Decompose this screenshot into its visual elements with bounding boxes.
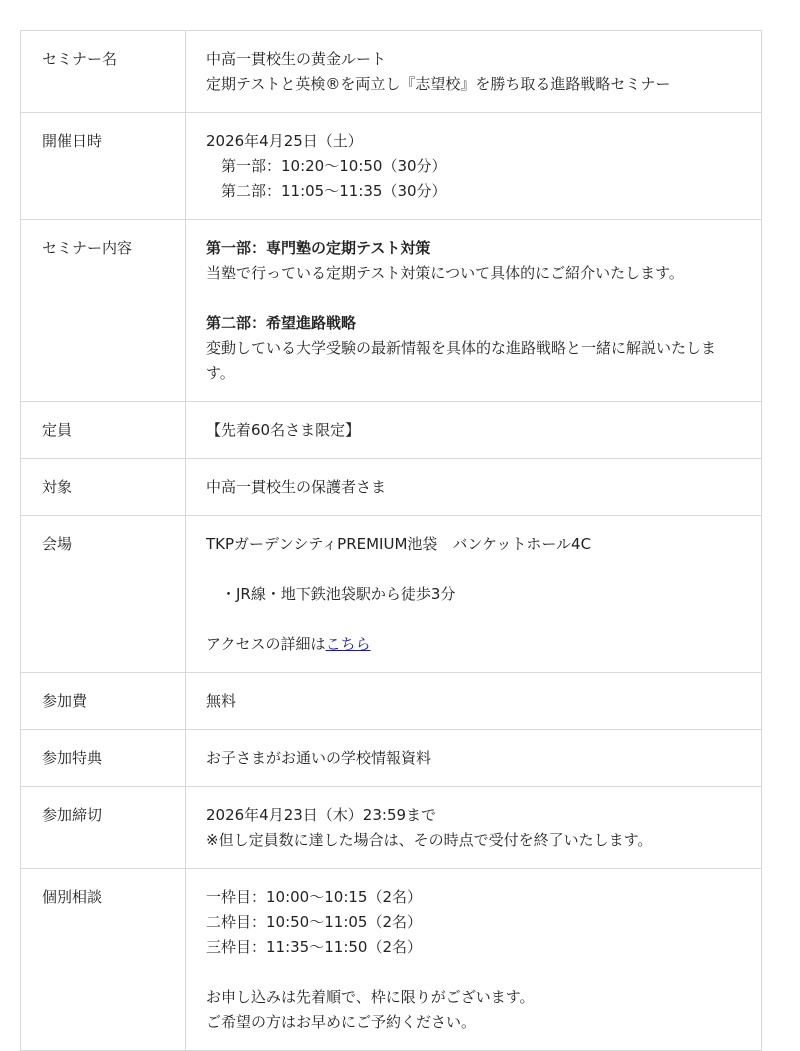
value-date (186, 113, 762, 220)
row-target (21, 459, 762, 516)
label-target: 対象 (21, 459, 186, 516)
value-seminar-name (186, 31, 762, 113)
date-part2: 第二部：11:05〜11:35（30分） (206, 182, 447, 200)
label-consultation: 個別相談 (21, 869, 186, 1051)
content-part2-text: 変動している大学受験の最新情報を具体的な進路戦略と一緒に解説いたします。 (206, 339, 717, 382)
label-venue: 会場 (21, 516, 186, 673)
value-fee: 無料 (186, 673, 762, 730)
row-benefit (21, 730, 762, 787)
row-fee (21, 673, 762, 730)
label-fee: 参加費 (21, 673, 186, 730)
value-benefit: お子さまがお通いの学校情報資料 (186, 730, 762, 787)
row-seminar-name (21, 31, 762, 113)
content-part2-title: 第二部：希望進路戦略 (206, 314, 357, 332)
value-content (186, 220, 762, 402)
row-content (21, 220, 762, 402)
seminar-name-line1: 中高一貫校生の黄金ルート (206, 50, 387, 68)
spacer (206, 286, 741, 311)
seminar-info-table (20, 30, 762, 1051)
spacer (206, 960, 741, 985)
date-line1: 2026年4月25日（土） (206, 132, 363, 150)
value-capacity: 【先着60名さま限定】 (186, 402, 762, 459)
row-capacity (21, 402, 762, 459)
label-date: 開催日時 (21, 113, 186, 220)
content-part1-title: 第一部：専門塾の定期テスト対策 (206, 239, 431, 257)
venue-access (206, 632, 741, 657)
row-venue (21, 516, 762, 673)
consultation-note2: ご希望の方はお早めにご予約ください。 (206, 1013, 477, 1031)
label-seminar-name: セミナー名 (21, 31, 186, 113)
date-part1: 第一部：10:20〜10:50（30分） (206, 157, 447, 175)
venue-station: ・JR線・地下鉄池袋駅から徒歩3分 (206, 585, 456, 603)
consultation-slot1: 一枠目：10:00〜10:15（2名） (206, 888, 422, 906)
label-content: セミナー内容 (21, 220, 186, 402)
label-benefit: 参加特典 (21, 730, 186, 787)
seminar-name-line2: 定期テストと英検®を両立し『志望校』を勝ち取る進路戦略セミナー (206, 75, 671, 93)
venue-name: TKPガーデンシティPREMIUM池袋 バンケットホール4C (206, 535, 592, 553)
consultation-slot3: 三枠目：11:35〜11:50（2名） (206, 938, 422, 956)
access-prefix-text: アクセスの詳細は (206, 635, 326, 653)
value-deadline (186, 787, 762, 869)
deadline-note: ※但し定員数に達した場合は、その時点で受付を終了いたします。 (206, 831, 653, 849)
row-deadline (21, 787, 762, 869)
label-deadline: 参加締切 (21, 787, 186, 869)
consultation-note1: お申し込みは先着順で、枠に限りがございます。 (206, 988, 535, 1006)
spacer (206, 557, 741, 582)
content-part1-text: 当塾で行っている定期テスト対策について具体的にご紹介いたします。 (206, 264, 684, 282)
row-consultation (21, 869, 762, 1051)
access-detail-link[interactable]: こちら (325, 635, 371, 653)
value-venue (186, 516, 762, 673)
seminar-info-section (20, 30, 762, 1051)
value-consultation (186, 869, 762, 1051)
value-target: 中高一貫校生の保護者さま (186, 459, 762, 516)
spacer (206, 607, 741, 632)
label-capacity: 定員 (21, 402, 186, 459)
deadline-date: 2026年4月23日（木）23:59まで (206, 806, 437, 824)
consultation-slot2: 二枠目：10:50〜11:05（2名） (206, 913, 422, 931)
row-date (21, 113, 762, 220)
